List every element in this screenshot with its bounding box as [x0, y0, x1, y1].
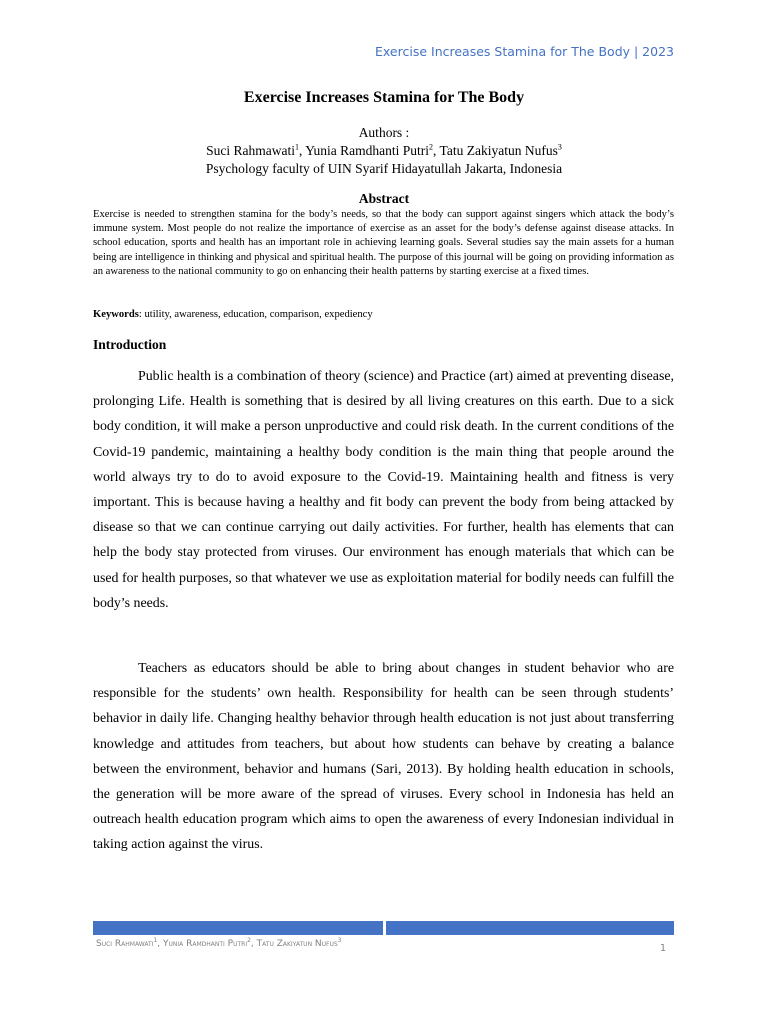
footer-author-name: Suci Rahmawati	[96, 939, 154, 949]
abstract-heading: Abstract	[358, 191, 410, 206]
author-affiliation-mark: 1	[295, 142, 300, 152]
footer-author-mark: 2	[247, 937, 251, 944]
author-separator: ,	[433, 143, 440, 158]
footer-author-mark: 1	[153, 937, 158, 944]
keywords-label: Keywords	[93, 309, 139, 320]
author-separator: ,	[299, 143, 306, 158]
affiliation: Psychology faculty of UIN Syarif Hidayatullah Jakarta, Indonesia	[205, 161, 563, 176]
running-header: Exercise Increases Stamina for The Body | 2023	[375, 44, 674, 59]
authors-label: Authors :	[358, 125, 410, 140]
footer-bar-right	[386, 921, 674, 935]
keywords-text: : utility, awareness, education, comparison, expediency	[138, 309, 373, 320]
footer-author-mark: 3	[337, 937, 342, 944]
section-heading-introduction: Introduction	[93, 337, 167, 352]
author-name: Tatu Zakiyatun Nufus	[439, 143, 558, 158]
footer-authors	[96, 938, 396, 951]
author-affiliation-mark: 3	[557, 142, 562, 152]
footer-author-separator: ,	[250, 939, 257, 949]
abstract-text: Exercise is needed to strengthen stamina for the body’s needs, so that the body can support against singers which attack the body’s immune system. Most people do not realize the importance of exercise as an asset for the body’s defense against disease attacks. In school education, sports and health has an important role in achieving learning goals. Several studies say the main assets for a human being are intelligence in thinking and physical and spiritual health. The purpose of this journal will be going on providing information as an awareness to the national community to go on enhancing their health patterns by starting exercise at a fixed times.	[93, 209, 674, 277]
author-name: Suci Rahmawati	[206, 143, 296, 158]
body-paragraph: Public health is a combination of theory (science) and Practice (art) aimed at preventing disease, prolonging Life. Health is something that is desired by all living creatures on this earth. Due to a sick body condition, it will make a person unproductive and could risk death. In the current conditions of the Covid-19 pandemic, maintaining a healthy body condition is the main thing that people around the world always try to do to avoid exposure to the Covid-19. Maintaining health and fitness is very important. This is because having a healthy and fit body can prevent the body from being attacked by disease so that we can continue carrying out daily activities. For further, health has elements that can help the body stay protected from viruses. Our environment has enough materials that which can be used for health purposes, so that whatever we use as exploitation material for bodily needs can fulfill the body’s needs.	[93, 369, 674, 611]
page-number: 1	[660, 943, 667, 954]
paper-title: Exercise Increases Stamina for The Body	[243, 89, 525, 106]
footer-author-separator: ,	[157, 939, 163, 949]
author-name: Yunia Ramdhanti Putri	[305, 143, 430, 158]
keywords-line	[93, 309, 674, 320]
author-list	[0, 142, 768, 160]
footer-bar-left	[93, 921, 383, 935]
author-block	[0, 124, 768, 178]
footer-author-name: Tatu Zakiyatun Nufus	[256, 939, 338, 949]
body-paragraph: Teachers as educators should be able to bring about changes in student behavior who are responsible for the students’ own health. Responsibility for health can be seen through students’ behavior in daily life. Changing healthy behavior through health education is not just about transferring knowledge and attitudes from teachers, but about how students can behave by creating a balance between the environment, behavior and humans (Sari, 2013). By holding health education in schools, the generation will be more aware of the spread of viruses. Every school in Indonesia has held an outreach health education program which aims to open the awareness of every Indonesian individual in taking action against the virus.	[93, 661, 674, 853]
footer-author-name: Yunia Ramdhanti Putri	[163, 939, 248, 949]
author-affiliation-mark: 2	[429, 142, 434, 152]
